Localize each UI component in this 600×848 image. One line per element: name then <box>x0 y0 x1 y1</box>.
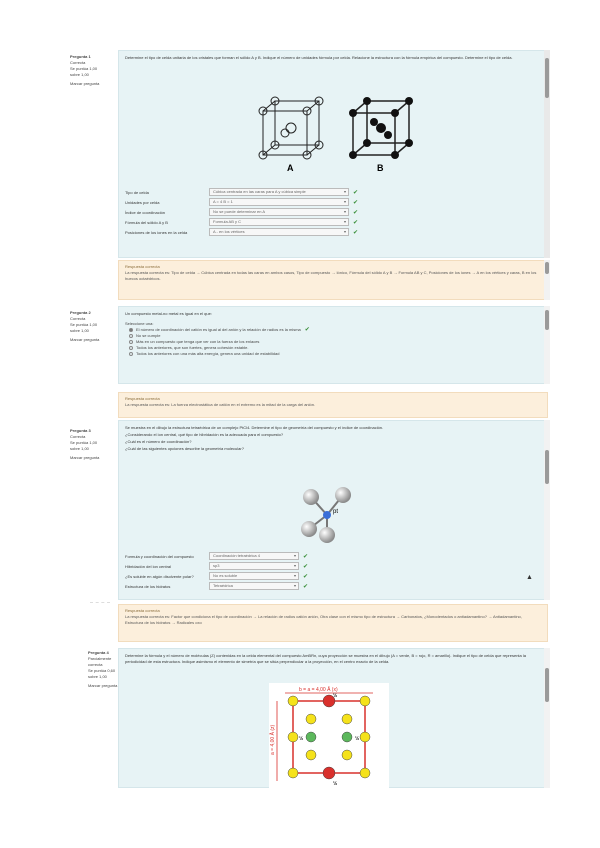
question-grade-max: sobre 1,00 <box>70 72 89 77</box>
question-2-info <box>70 310 118 343</box>
arrow-up-icon[interactable]: ▲ <box>526 574 533 581</box>
correct-check-icon: ✔ <box>303 563 309 570</box>
radio-button[interactable] <box>129 340 133 344</box>
question-3-block <box>70 420 550 600</box>
answer-option-text: No se cumple <box>136 333 161 338</box>
ligand-atom <box>319 527 335 543</box>
scrollbar-thumb[interactable] <box>545 668 549 702</box>
match-select[interactable]: Formula AB y C ▾ <box>209 218 349 226</box>
correct-check-icon: ✔ <box>353 199 359 206</box>
cell-a-drawing <box>259 97 323 159</box>
lattice-a-label: b = a = 4,00 Å (x) <box>299 687 338 693</box>
question-grade-max: sobre 1,00 <box>70 446 89 451</box>
question-grade: Se puntúa 0,60 <box>88 668 116 673</box>
question-number: Pregunta 4 <box>88 650 109 655</box>
feedback-3 <box>118 604 548 642</box>
feedback-text: La respuesta correcta es: Tipo de celda → Cúbica centrada en todas las caras en ambos casos, Tipo de compuesto → Iónico, Fórmula del sólido A y B → Formula AB y C, Posiciones de los iones → A en los vértices y caras, B en los huecos octaédricos. <box>125 270 537 281</box>
match-row <box>119 187 547 197</box>
answer-option-text: Todos los anteriores con una más alta energía, genera una unidad de estabilidad <box>136 351 280 356</box>
select-prompt: Seleccione una: <box>125 321 154 326</box>
question-state: Correcta <box>70 60 86 65</box>
flag-question-link[interactable]: Marcar pregunta <box>88 683 118 688</box>
red-atoms <box>323 695 335 779</box>
question-grade: Se puntúa 1,00 <box>70 440 98 445</box>
question-3-matching <box>119 551 547 591</box>
question-1-content <box>118 50 548 258</box>
correct-check-icon: ✔ <box>303 553 309 560</box>
match-label: Tipo de celda <box>125 189 149 195</box>
cell-a-label: A <box>287 163 294 173</box>
feedback-1-block <box>70 260 550 300</box>
match-label: Hibridación del ion central <box>125 563 172 569</box>
match-select[interactable]: sp3 ▾ <box>209 562 299 570</box>
match-select[interactable]: No es soluble ▾ <box>209 572 299 580</box>
ligand-atom <box>301 521 317 537</box>
question-number: Pregunta 2 <box>70 310 91 315</box>
match-row <box>119 197 547 207</box>
match-label: Fórmula del sólido A y B <box>125 219 168 225</box>
fraction-label: ½ <box>299 736 304 742</box>
match-row <box>119 561 547 571</box>
question-grade-max: sobre 1,00 <box>70 328 89 333</box>
scrollbar-thumb[interactable] <box>545 262 549 274</box>
unit-cell-figure <box>249 95 449 175</box>
green-atoms <box>306 732 352 742</box>
match-row <box>119 217 547 227</box>
question-state-2: correcta <box>88 662 103 667</box>
question-4-text: Determine la fórmula y el número de moléculas (Z) contenidas en la celda elemental del compuesto AmBRn, cuya proyección se muestra en el dibujo (A = verde, B = rojo, R = amarillo). Indique el tipo de celda que representa la periodicidad de esta estructura. Indique asimismo el elemento de simetría que se sitúa perpendicular a la proyección, en el centro exacto de la celda. <box>125 653 526 664</box>
question-state: Parcialmente <box>88 656 112 661</box>
feedback-2 <box>118 392 548 418</box>
central-atom-label: pt <box>333 509 339 515</box>
correct-check-icon: ✔ <box>353 209 359 216</box>
correct-check-icon: ✔ <box>353 219 359 226</box>
divider <box>90 602 110 603</box>
question-number: Pregunta 1 <box>70 54 91 59</box>
question-4-content <box>118 648 548 788</box>
match-select[interactable]: Cúbica centrada en las caras para A y cúbica simple ▾ <box>209 188 349 196</box>
match-row <box>119 551 547 561</box>
fraction-label: ½ <box>333 781 338 787</box>
scrollbar-thumb[interactable] <box>545 58 549 98</box>
feedback-2-block <box>70 392 550 418</box>
feedback-text: La respuesta correcta es: La fuerza electrostática de catión en el extremo es la mitad de la carga del anión. <box>125 402 316 407</box>
match-select[interactable]: Coordinación tetraédrica 4 ▾ <box>209 552 299 560</box>
question-3-info <box>70 428 118 461</box>
radio-button[interactable] <box>129 328 133 332</box>
ligand-atom <box>335 487 351 503</box>
question-number: Pregunta 3 <box>70 428 91 433</box>
tetrahedral-molecule-figure <box>297 483 361 545</box>
radio-button[interactable] <box>129 334 133 338</box>
question-3-text-2: ¿Considerando el ion central, qué tipo de hibridación es la adecuada para el compuesto? <box>125 432 284 437</box>
match-label: ¿Es soluble en algún disolvente polar? <box>125 573 194 579</box>
match-row <box>119 581 547 591</box>
lattice-c-label: a = 4,00 Å (z) <box>270 724 276 755</box>
cell-b-label: B <box>377 163 384 173</box>
ligand-atom <box>303 489 319 505</box>
flag-question-link[interactable]: Marcar pregunta <box>70 81 100 86</box>
match-select[interactable]: No se puede determinar en A ▾ <box>209 208 349 216</box>
feedback-text: La respuesta correcta es: Factor que condiciona el tipo de coordinación → La relación de radios catión anión, Otra clase con el mismo tipo de estructura → Carbonatos, ¿Monodentados o antiadamantino? → Antiadamantino, Estructura de los hidratos → Radicales oxo <box>125 614 522 625</box>
question-1-matching <box>119 187 547 237</box>
scrollbar[interactable] <box>544 420 550 600</box>
cell-projection-figure <box>269 683 389 789</box>
match-select[interactable]: A = 4 B = 1 ▾ <box>209 198 349 206</box>
question-grade: Se puntúa 1,00 <box>70 322 98 327</box>
match-row <box>119 571 547 581</box>
correct-check-icon: ✔ <box>353 229 359 236</box>
match-row <box>119 207 547 217</box>
scrollbar[interactable] <box>544 648 550 788</box>
question-3-text-3: ¿Cuál es el número de coordinación? <box>125 439 192 444</box>
feedback-title: Respuesta correcta <box>125 264 160 269</box>
question-3-content <box>118 420 548 600</box>
question-1-block <box>70 50 550 258</box>
question-grade-max: sobre 1,00 <box>88 674 107 679</box>
question-4-block <box>70 648 550 788</box>
question-1-info <box>70 54 118 87</box>
question-2-content <box>118 306 548 384</box>
correct-check-icon: ✔ <box>303 583 309 590</box>
answer-option-text: Más en un compuesto que tenga que ver con la fuerza de los enlaces <box>136 339 260 344</box>
match-label: Unidades por celda <box>125 199 160 205</box>
feedback-title: Respuesta correcta <box>125 396 160 401</box>
scrollbar[interactable] <box>544 260 550 300</box>
flag-question-link[interactable]: Marcar pregunta <box>70 337 100 342</box>
fraction-label: ½ <box>333 693 338 699</box>
match-select[interactable]: A - en los vértices ▾ <box>209 228 349 236</box>
radio-button[interactable] <box>129 352 133 356</box>
answer-option-text: El número de coordinación del catión es igual al del anión y la relación de radios es la misma <box>136 327 301 332</box>
match-label: Estructura de los hidratos <box>125 583 171 589</box>
question-state: Correcta <box>70 434 86 439</box>
feedback-3-block <box>70 604 550 642</box>
match-label: Posiciones de los iones en la celda <box>125 229 188 235</box>
match-label: Formula y coordinación del compuesto <box>125 553 194 559</box>
correct-check-icon: ✔ <box>304 327 310 333</box>
correct-check-icon: ✔ <box>303 573 309 580</box>
question-3-text-4: ¿Cuál de las siguientes opciones describe la geometría molecular? <box>125 446 244 451</box>
match-row <box>119 227 547 237</box>
scrollbar-thumb[interactable] <box>545 450 549 484</box>
flag-question-link[interactable]: Marcar pregunta <box>70 455 100 460</box>
fraction-label: ½ <box>355 736 360 742</box>
feedback-title: Respuesta correcta <box>125 608 160 613</box>
question-grade: Se puntúa 1,00 <box>70 66 98 71</box>
answer-option-text: Todos los anteriores, que son fuertes, genera cohesión estable. <box>136 345 249 350</box>
answer-option[interactable] <box>119 351 547 357</box>
scrollbar-thumb[interactable] <box>545 310 549 330</box>
question-2-text: Un compuesto metal-no metal es igual en el que: <box>125 311 212 316</box>
question-3-text: Se muestra en el dibujo la estructura tetraédrica de un complejo PtCl4. Determine el tipo de geometría del compuesto y el índice de coordinación. <box>125 425 384 430</box>
scrollbar[interactable] <box>544 306 550 384</box>
question-state: Correcta <box>70 316 86 321</box>
radio-button[interactable] <box>129 346 133 350</box>
question-1-text: Determine el tipo de celda unitaria de los cristales que forman el sólido A y B. Indique el número de unidades fórmula por celda. Relacione la estructura con la fórmula empírica del compuesto. Determine el tipo de celda. <box>125 55 513 60</box>
feedback-1 <box>118 260 548 300</box>
match-select[interactable]: Tetraédrica ▾ <box>209 582 299 590</box>
central-atom <box>323 511 331 519</box>
scrollbar[interactable] <box>544 50 550 258</box>
correct-check-icon: ✔ <box>353 189 359 196</box>
match-label: Índice de coordinación <box>125 209 166 215</box>
question-2-block <box>70 306 550 384</box>
